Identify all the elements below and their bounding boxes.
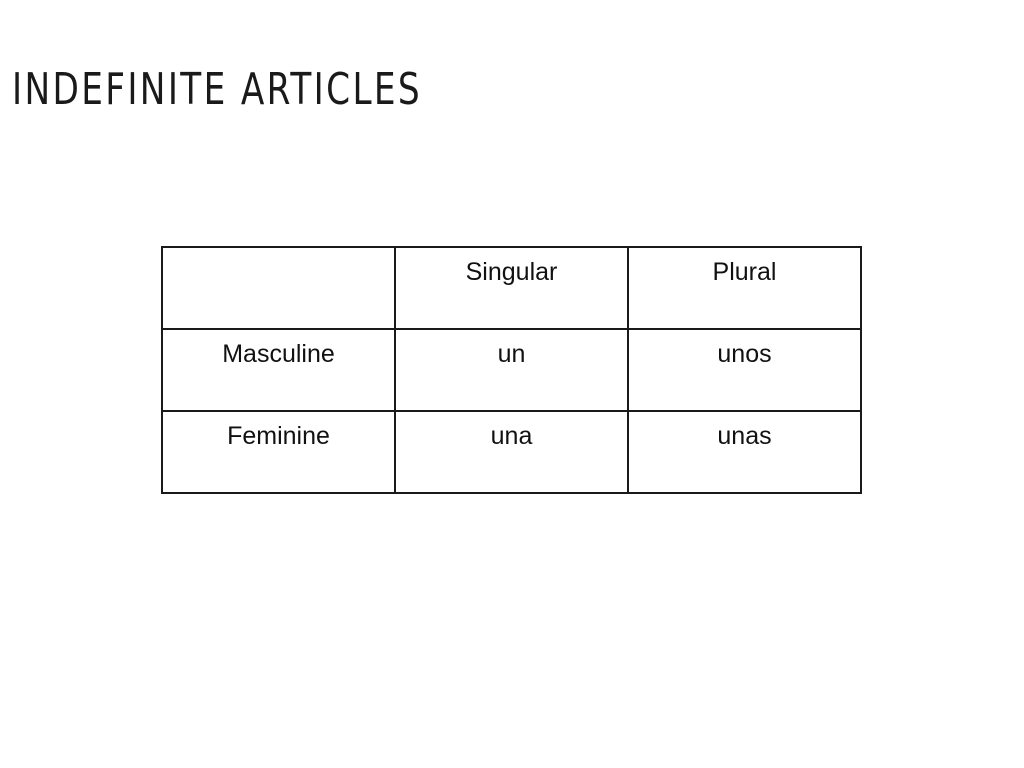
table-row-masculine [162, 329, 861, 411]
cell-masculine-plural: unos [628, 329, 861, 411]
row-label-feminine: Feminine [162, 411, 395, 493]
cell-masculine-singular: un [395, 329, 628, 411]
header-cell-plural: Plural [628, 247, 861, 329]
header-cell-singular: Singular [395, 247, 628, 329]
row-label-masculine: Masculine [162, 329, 395, 411]
header-cell-empty [162, 247, 395, 329]
cell-feminine-plural: unas [628, 411, 861, 493]
cell-feminine-singular: una [395, 411, 628, 493]
table-row-feminine [162, 411, 861, 493]
table-header-row [162, 247, 861, 329]
articles-table [161, 246, 862, 494]
slide-title: INDEFINITE ARTICLES [12, 64, 423, 115]
